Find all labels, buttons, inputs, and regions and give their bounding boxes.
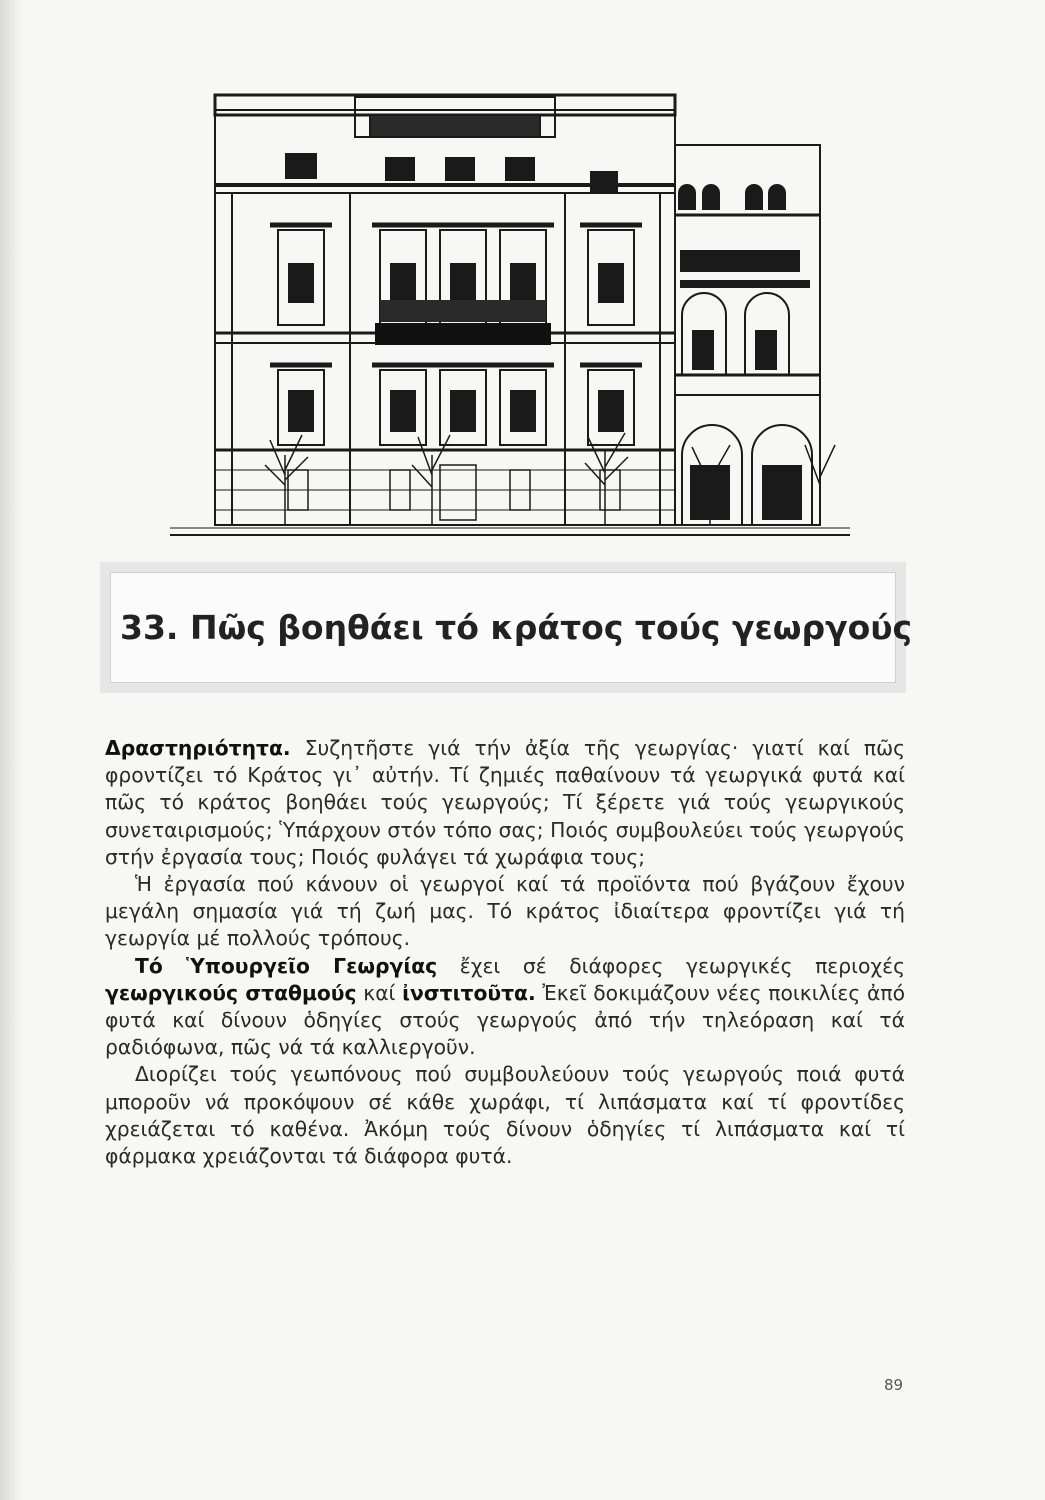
paragraph-ministry: Τό Ὑπουργεῖο Γεωργίας ἔχει σέ διάφορες γεωργικές περιοχές γεωργικούς σταθμούς καί ἰνστιτοῦτα. Ἐκεῖ δοκιμάζουν νέες ποικιλίες ἀπό φυτά καί δίνουν ὁδηγίες στούς γεωργούς ἀπό τήν τηλεόραση καί τά ραδιόφωνα, πῶς νά τά καλλιεργοῦν. [105, 953, 905, 1060]
ministry-building-illustration [170, 85, 850, 545]
institutes: ἰνστιτοῦτα. [402, 980, 536, 1005]
activity-label: Δραστηριότητα. [105, 736, 291, 760]
paragraph-importance: Ἡ ἐργασία πού κάνουν οἱ γεωργοί καί τά προϊόντα πού βγάζουν ἔχουν μεγάλη σημασία γιά τή ζωή μας. Τό κράτος ἰδιαίτερα φροντίζει γιά τή γεωργία μέ πολλούς τρόπους. [105, 872, 905, 951]
paragraph-agronomists: Διορίζει τούς γεωπόνους πού συμβουλεύουν τούς γεωργούς ποιά φυτά μποροῦν νά προκόψουν σέ κάθε χωράφι, τί λιπάσματα καί τί φροντίδες χρειάζεται τό καθένα. Ἀκόμη τούς δίνουν ὁδηγίες τί λιπάσματα καί τί φάρμακα χρειάζονται τά διάφορα φυτά. [105, 1062, 905, 1169]
page-title: 33. Πῶς βοηθάει τό κράτος τούς γεωργούς [120, 608, 913, 647]
activity-text: Συζητῆστε γιά τήν ἀξία τῆς γεωργίας· γιατί καί πῶς φροντίζει τό Κράτος γι᾿ αὐτήν. Τί ζημιές παθαίνουν τά γεωργικά φυτά καί πῶς τό κράτος βοηθάει τούς γεωργούς; Τί ξέρετε γιά τούς γεωργικούς συνεταιρισμούς; Ὑπάρχουν στόν τόπο σας; Ποιός συμβουλεύει τούς γεωργούς στήν ἐργασία τους; Ποιός φυλάγει τά χωράφια τους; [105, 736, 905, 869]
page-number: 89 [884, 1376, 904, 1394]
page-edge-shadow [0, 0, 22, 1500]
paragraph-activity [105, 735, 905, 871]
ministry-name: Τό Ὑπουργεῖο Γεωργίας [135, 953, 438, 978]
body-text [105, 735, 905, 1170]
agricultural-stations: γεωργικούς σταθμούς [105, 980, 357, 1005]
